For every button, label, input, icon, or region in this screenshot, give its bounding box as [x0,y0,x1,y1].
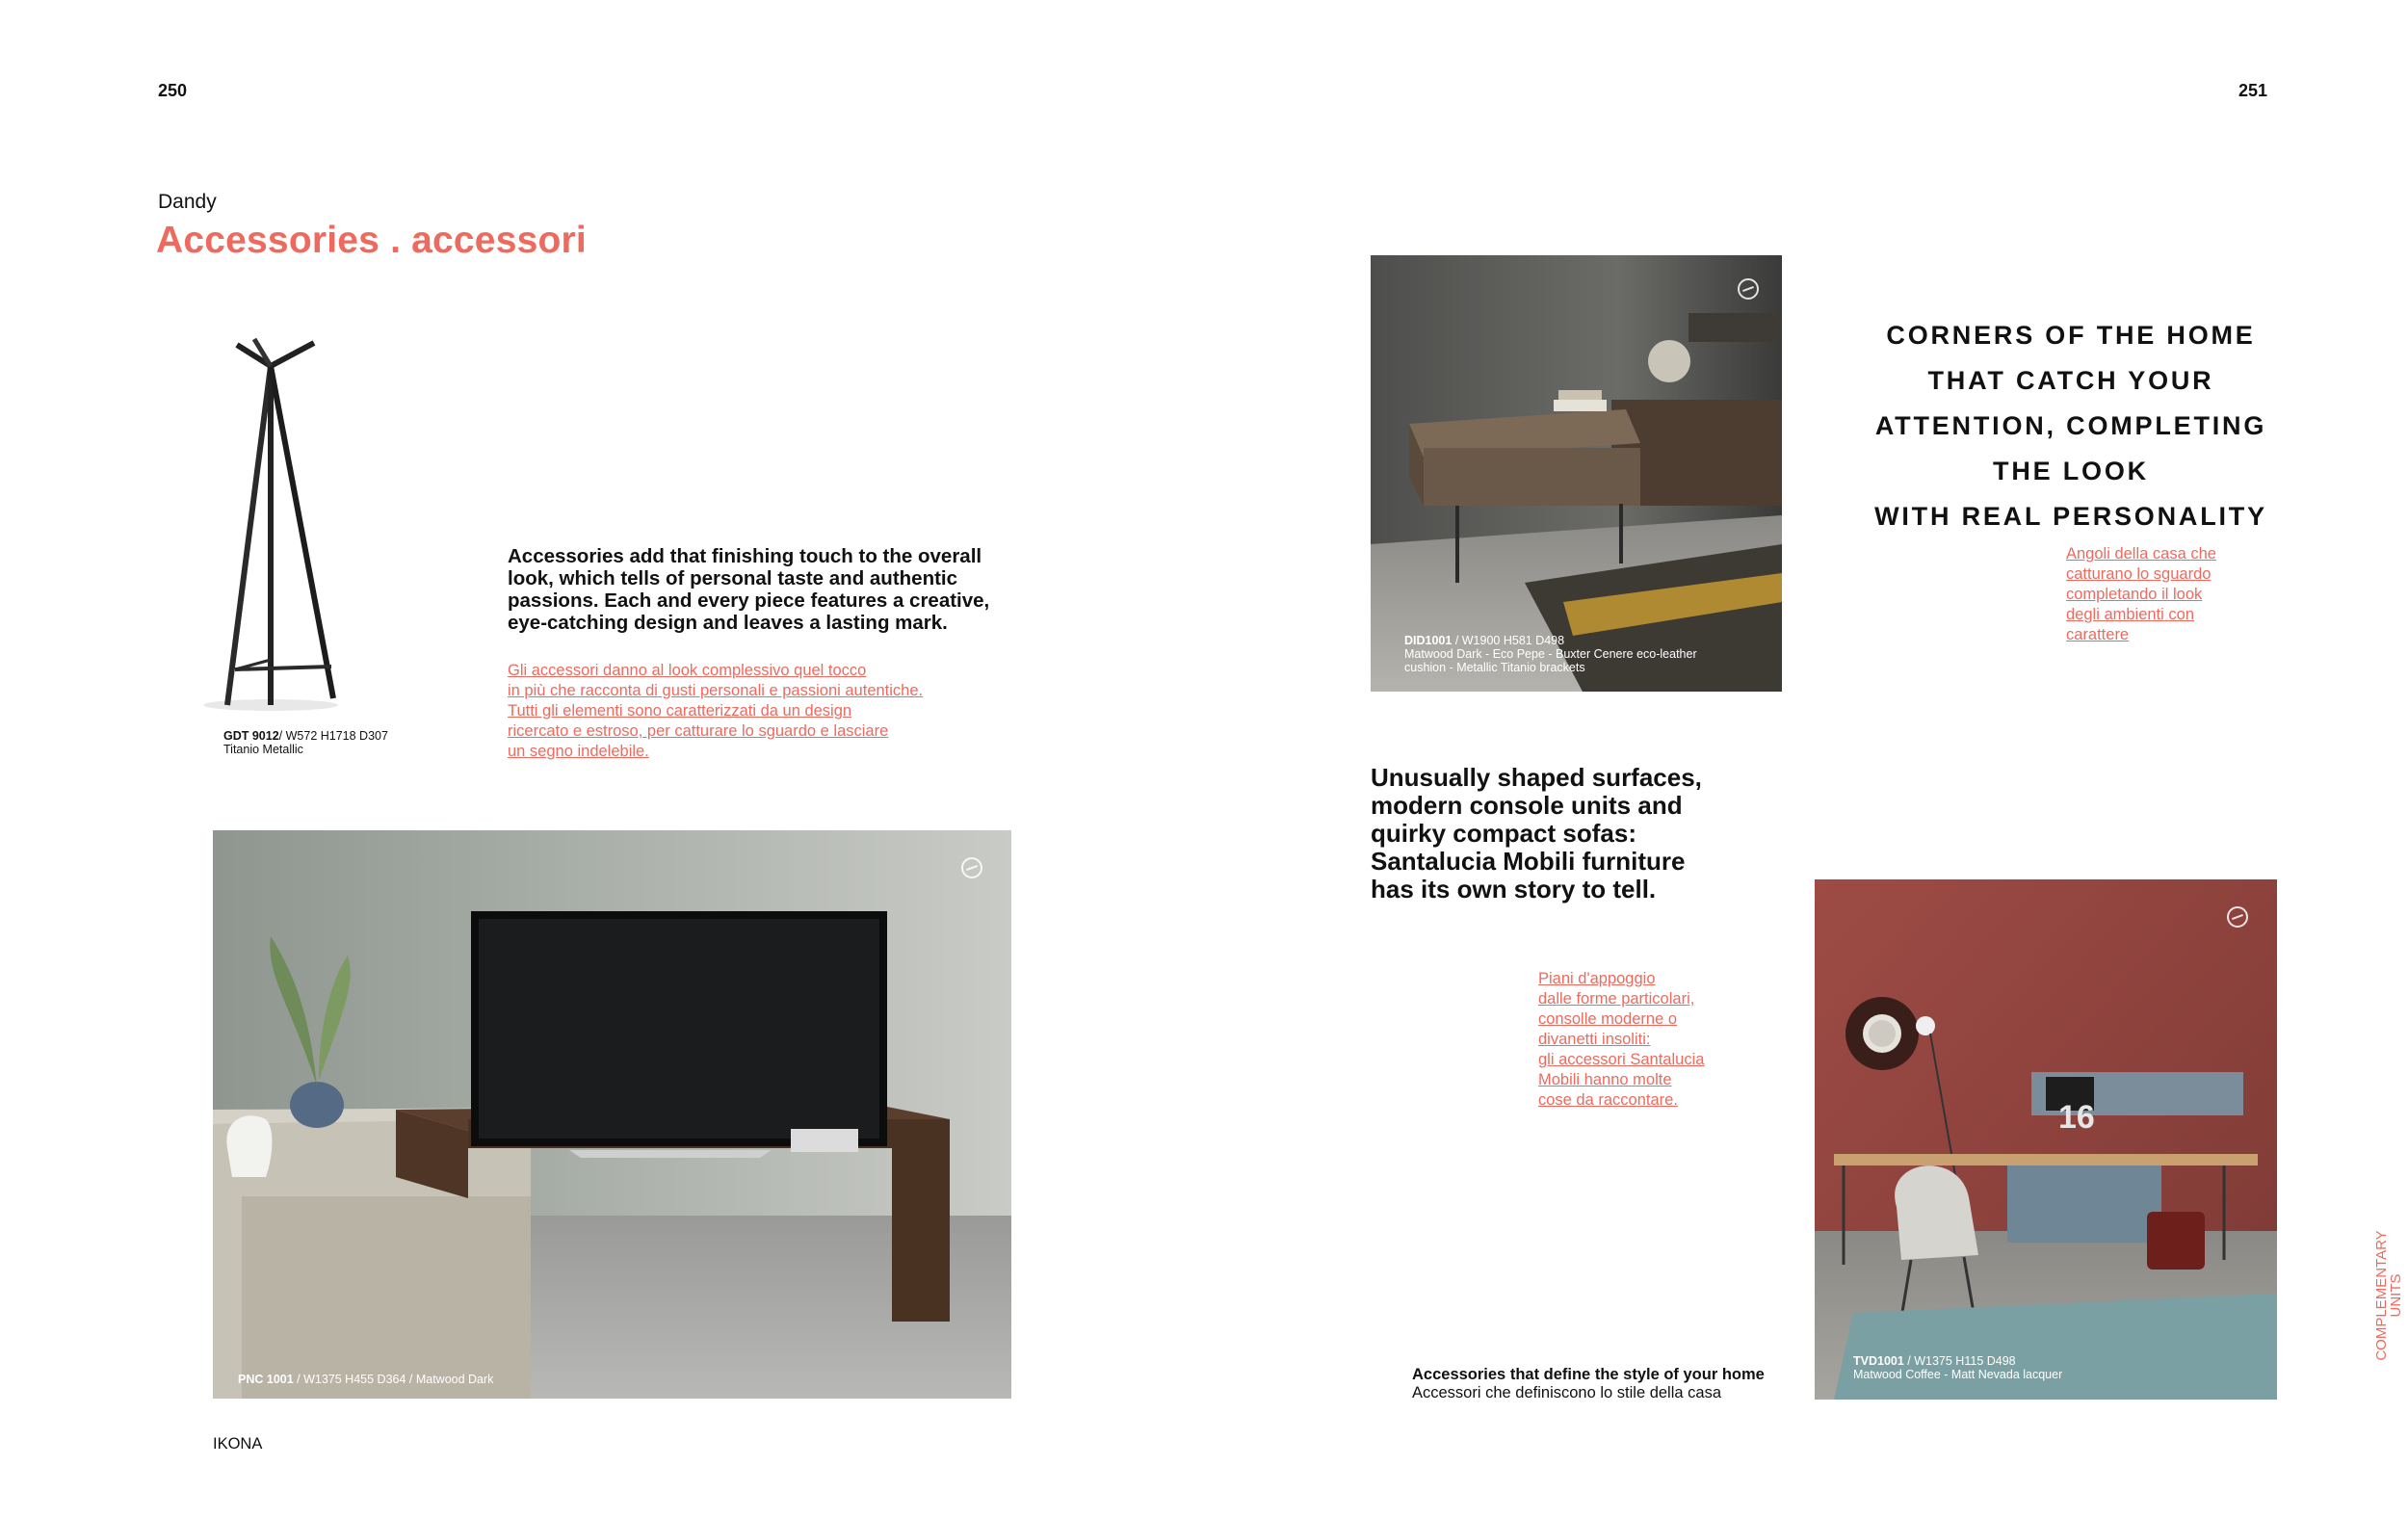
surfaces-it-line[interactable]: gli accessori Santalucia [1538,1051,1705,1068]
desk-caption [1853,1354,2062,1381]
caption-code: PNC 1001 [238,1373,294,1386]
intro-it-line[interactable]: in più che racconta di gusti personali e passioni autentiche. [508,682,924,699]
surfaces-it-line[interactable]: cose da raccontare. [1538,1091,1678,1109]
intro-text-it[interactable] [508,661,1008,762]
headline-line: THAT CATCH YOUR [1927,366,2214,395]
surfaces-en-line: Unusually shaped surfaces, [1371,763,1702,792]
surfaces-en-line: quirky compact sofas: [1371,819,1636,848]
footer-brand: IKONA [213,1435,263,1453]
headline-it-line[interactable]: degli ambienti con [2066,606,2194,623]
bench-caption [1404,634,1697,674]
page-number-left: 250 [158,81,188,100]
tv-unit-photo [213,830,1011,1399]
caption-line: Matwood Dark - Eco Pepe - Buxter Cenere eco-leather [1404,647,1697,661]
caption-line: Matwood Coffee - Matt Nevada lacquer [1853,1368,2063,1381]
desk-photo [1815,879,2277,1400]
headline-it[interactable] [2066,544,2259,645]
surfaces-text-it[interactable] [1538,969,1750,1111]
headline [1830,313,2312,539]
define-en: Accessories that define the style of your home [1412,1366,1765,1383]
caption-dims: / W1375 H115 D498 [1903,1354,2016,1368]
intro-it-line[interactable]: Gli accessori danno al look complessivo quel tocco [508,662,867,679]
caption-dims: / W572 H1718 D307 [278,729,388,743]
caption-line: cushion - Metallic Titanio brackets [1404,661,1585,674]
intro-text-en: Accessories add that finishing touch to the overall look, which tells of personal taste and authentic passions. Each and every piece features a creative, eye-catching design and leaves a lasting mark. [508,545,990,634]
surfaces-it-line[interactable]: Piani d'appoggio [1538,970,1656,987]
headline-it-line[interactable]: completando il look [2066,586,2203,603]
surfaces-it-line[interactable]: consolle moderne o [1538,1010,1678,1028]
headline-it-line[interactable]: Angoli della casa che [2066,545,2216,563]
page-number-right: 251 [2238,81,2268,100]
define-it: Accessori che definiscono lo stile della casa [1412,1384,1722,1401]
headline-line: ATTENTION, COMPLETING [1874,411,2267,440]
surfaces-en-line: has its own story to tell. [1371,875,1657,904]
surfaces-it-line[interactable]: dalle forme particolari, [1538,990,1695,1008]
headline-line: CORNERS OF THE HOME [1886,321,2256,350]
brand-logo-icon [961,857,982,878]
surfaces-it-line[interactable]: divanetti insoliti: [1538,1031,1651,1048]
page-title: Accessories . accessori [156,220,587,261]
caption-code: DID1001 [1404,634,1453,647]
headline-line: WITH REAL PERSONALITY [1874,502,2267,531]
define-caption [1412,1366,1765,1402]
side-tab[interactable] [2374,1228,2403,1363]
surfaces-text-en [1371,764,1775,904]
headline-it-line[interactable]: carattere [2066,626,2130,643]
collection-name: Dandy [158,191,217,213]
headline-it-line[interactable]: catturano lo sguardo [2066,565,2212,583]
bench-photo [1371,255,1782,692]
surfaces-it-line[interactable]: Mobili hanno molte [1538,1071,1672,1088]
headline-line: THE LOOK [1993,457,2149,485]
caption-code: GDT 9012 [223,729,279,743]
intro-it-line[interactable]: ricercato e estroso, per catturare lo sguardo e lasciare [508,722,889,740]
caption-code: TVD1001 [1853,1354,1904,1368]
coat-stand-caption [223,729,388,756]
surfaces-en-line: Santalucia Mobili furniture [1371,847,1686,876]
brand-logo-icon [2227,906,2248,928]
intro-it-line[interactable]: un segno indelebile. [508,743,649,760]
caption-finish: Titanio Metallic [223,743,303,756]
side-tab-line: COMPLEMENTARY [2373,1230,2390,1361]
coat-stand-image [189,327,353,713]
caption-dims: / W1900 H581 D498 [1452,634,1565,647]
brand-logo-icon [1738,278,1759,300]
tv-unit-caption [238,1373,493,1386]
surfaces-en-line: modern console units and [1371,791,1683,820]
side-tab-line: UNITS [2388,1273,2404,1318]
caption-rest: / W1375 H455 D364 / Matwood Dark [293,1373,494,1386]
desk-number: 16 [2058,1099,2095,1136]
intro-it-line[interactable]: Tutti gli elementi sono caratterizzati da un design [508,702,852,720]
